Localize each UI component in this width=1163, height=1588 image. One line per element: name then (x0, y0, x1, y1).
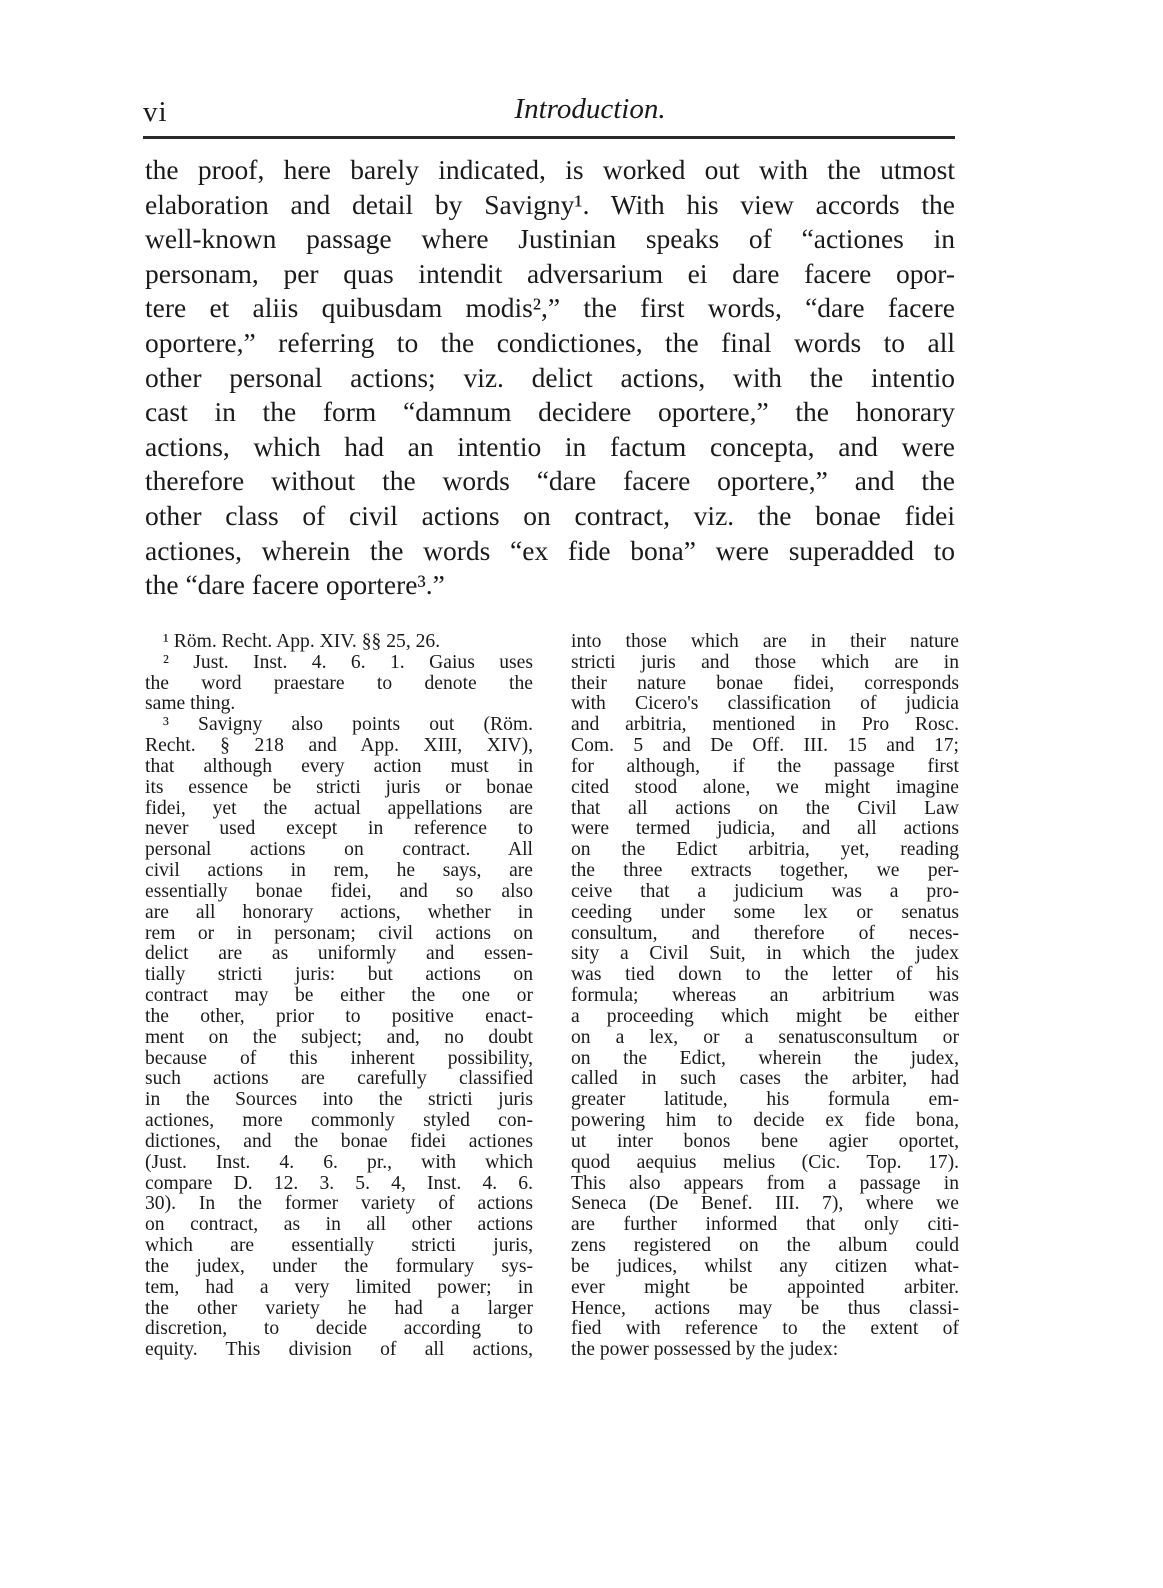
footnote-line: formula; whereas an arbitrium was (571, 985, 959, 1007)
footnote-line: because of this inherent possibility, (145, 1047, 533, 1069)
main-line: actiones, wherein the words “ex fide bona” were superadded to (145, 534, 955, 566)
footnote-line: was tied down to the letter of his (571, 964, 959, 986)
footnote-line: a proceeding which might be either (571, 1005, 959, 1027)
main-line: therefore without the words “dare facere oportere,” and the (145, 465, 955, 497)
footnote-line: consultum, and therefore of neces- (571, 922, 959, 944)
footnote-line: on contract, as in all other actions (145, 1214, 533, 1236)
footnote-line: the other variety he had a larger (145, 1297, 533, 1319)
footnote-line: ment on the subject; and, no doubt (145, 1026, 533, 1048)
footnote-line: into those which are in their nature (571, 631, 959, 652)
footnote-line: tially stricti juris: but actions on (145, 964, 533, 986)
footnote-line: the power possessed by the judex: (571, 1339, 839, 1361)
main-line: well-known passage where Justinian speaks of “actiones in (145, 223, 955, 255)
footnote-line: the other, prior to positive enact- (145, 1005, 533, 1027)
footnote-line: civil actions in rem, he says, are (145, 860, 533, 882)
footnote-line: ever might be appointed arbiter. (571, 1276, 959, 1298)
footnote-line: the three extracts together, we per- (571, 860, 959, 882)
footnote-line: on a lex, or a senatusconsultum or (571, 1026, 959, 1048)
running-head-title: Introduction. (514, 93, 666, 125)
main-line: tere et aliis quibusdam modis²,” the first words, “dare facere (145, 292, 955, 324)
footnote-line: equity. This division of all actions, (145, 1339, 533, 1361)
footnote-line: ceeding under some lex or senatus (571, 901, 959, 923)
main-line: elaboration and detail by Savigny¹. With his view accords the (145, 188, 955, 220)
footnote-line: in the Sources into the stricti juris (145, 1089, 533, 1111)
main-line: oportere,” referring to the condictiones, the final words to all (145, 326, 955, 358)
main-paragraph (145, 153, 955, 603)
footnote-line: the word praestare to denote the (145, 672, 533, 694)
footnote-line: Com. 5 and De Off. III. 15 and 17; (571, 735, 959, 757)
footnote-line: cited stood alone, we might imagine (571, 776, 959, 798)
footnote-line: which are essentially stricti juris, (145, 1235, 533, 1257)
footnote-line: 30). In the former variety of actions (145, 1193, 533, 1215)
footnote-line: This also appears from a passage in (571, 1172, 959, 1194)
footnote-line: powering him to decide ex fide bona, (571, 1110, 959, 1132)
footnote-line: discretion, to decide according to (145, 1318, 533, 1340)
footnote-line: quod aequius melius (Cic. Top. 17). (571, 1151, 959, 1173)
header-rule (143, 136, 955, 139)
footnote-line: called in such cases the arbiter, had (571, 1068, 959, 1090)
footnote-line: on the Edict, wherein the judex, (571, 1047, 959, 1069)
footnote-line: zens registered on the album could (571, 1235, 959, 1257)
footnote-line: and arbitria, mentioned in Pro Rosc. (571, 714, 959, 736)
footnote-line: (Just. Inst. 4. 6. pr., with which (145, 1151, 533, 1173)
footnote-3: ³ Savigny also points out (Röm. (163, 714, 533, 736)
footnote-line: with Cicero's classification of judicia (571, 693, 959, 715)
footnote-line: delict are as uniformly and essen- (145, 943, 533, 965)
footnote-line: that all actions on the Civil Law (571, 797, 959, 819)
footnote-line: Recht. § 218 and App. XIII, XIV), (145, 735, 533, 757)
footnote-1: ¹ Röm. Recht. App. XIV. §§ 25, 26. (163, 631, 441, 652)
footnote-line: essentially bonae fidei, and so also (145, 880, 533, 902)
footnote-line: Seneca (De Benef. III. 7), where we (571, 1193, 959, 1215)
footnote-line: their nature bonae fidei, corresponds (571, 672, 959, 694)
footnote-line: ut inter bonos bene agier oportet, (571, 1130, 959, 1152)
footnote-line: dictiones, and the bonae fidei actiones (145, 1130, 533, 1152)
footnote-line: Hence, actions may be thus classi- (571, 1297, 959, 1319)
footnote-line: never used except in reference to (145, 818, 533, 840)
footnote-line: that although every action must in (145, 755, 533, 777)
main-line: personam, per quas intendit adversarium ei dare facere opor- (145, 257, 955, 289)
footnote-line: rem or in personam; civil actions on (145, 922, 533, 944)
footnote-line: such actions are carefully classified (145, 1068, 533, 1090)
footnote-line: personal actions on contract. All (145, 839, 533, 861)
main-line: other personal actions; viz. delict actions, with the intentio (145, 361, 955, 393)
footnote-line: for although, if the passage first (571, 755, 959, 777)
footnote-line: the judex, under the formulary sys- (145, 1255, 533, 1277)
footnote-line: compare D. 12. 3. 5. 4, Inst. 4. 6. (145, 1172, 533, 1194)
footnote-line: are further informed that only citi- (571, 1214, 959, 1236)
footnote-line: its essence be stricti juris or bonae (145, 776, 533, 798)
footnote-line: sity a Civil Suit, in which the judex (571, 943, 959, 965)
footnote-line: were termed judicia, and all actions (571, 818, 959, 840)
main-line: cast in the form “damnum decidere oportere,” the honorary (145, 396, 955, 428)
footnote-line: ceive that a judicium was a pro- (571, 880, 959, 902)
footnotes-left-column (145, 632, 533, 1361)
footnote-line: actiones, more commonly styled con- (145, 1110, 533, 1132)
footnote-line: contract may be either the one or (145, 985, 533, 1007)
main-line: the “dare facere oportere³.” (145, 569, 445, 601)
footnote-line: be judices, whilst any citizen what- (571, 1255, 959, 1277)
footnote-line: are all honorary actions, whether in (145, 901, 533, 923)
footnote-line: on the Edict arbitria, yet, reading (571, 839, 959, 861)
footnote-line: same thing. (145, 693, 236, 715)
footnote-2: ² Just. Inst. 4. 6. 1. Gaius uses (163, 651, 533, 673)
footnotes-right-column (571, 632, 959, 1361)
main-line: actions, which had an intentio in factum concepta, and were (145, 430, 955, 462)
footnote-line: greater latitude, his formula em- (571, 1089, 959, 1111)
main-line: the proof, here barely indicated, is worked out with the utmost (145, 154, 955, 185)
footnote-line: stricti juris and those which are in (571, 651, 959, 673)
main-line: other class of civil actions on contract, viz. the bonae fidei (145, 499, 955, 531)
footnote-line: tem, had a very limited power; in (145, 1276, 533, 1298)
page-number: vi (143, 96, 168, 128)
footnote-line: fied with reference to the extent of (571, 1318, 959, 1340)
footnote-line: fidei, yet the actual appellations are (145, 797, 533, 819)
